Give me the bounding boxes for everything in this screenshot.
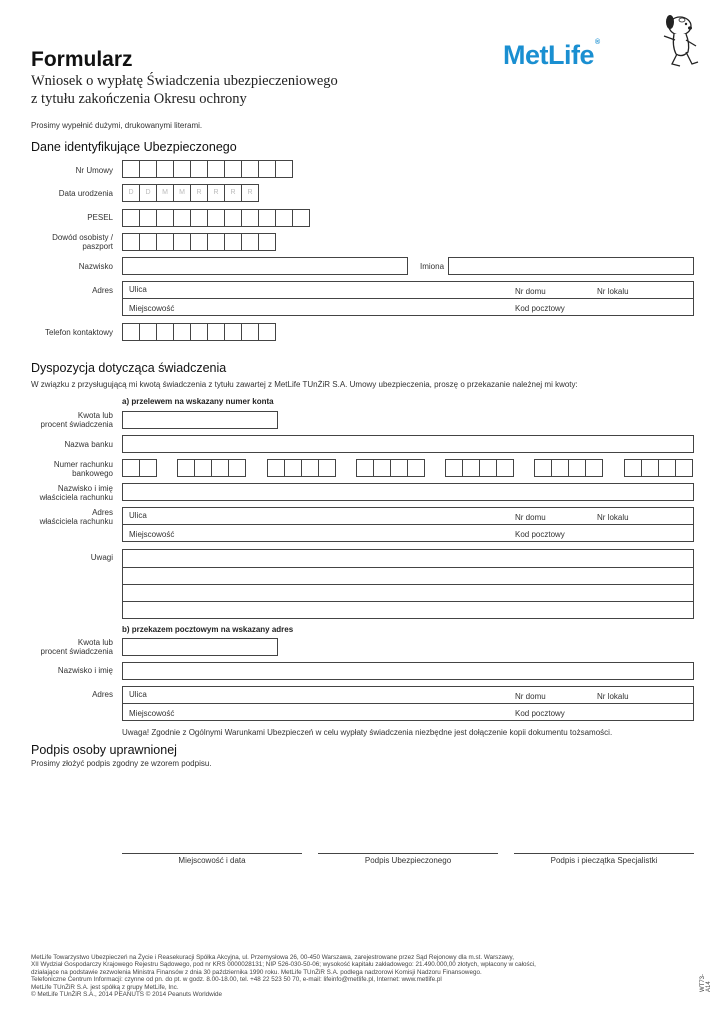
id-document-field[interactable] bbox=[122, 233, 275, 251]
amount-input[interactable] bbox=[122, 411, 278, 429]
label-ulica: Ulica bbox=[129, 511, 147, 520]
label-nazwisko-b: Nazwisko i imię bbox=[57, 666, 113, 675]
option-a-heading: a) przelewem na wskazany numer konta bbox=[122, 397, 274, 406]
birth-date-field[interactable]: D D M M R R R R bbox=[122, 184, 258, 202]
label-data-urodzenia: Data urodzenia bbox=[58, 189, 113, 198]
id-copy-note: Uwaga! Zgodnie z Ogólnymi Warunkami Ubezpieczeń w celu wypłaty świadczenia niezbędne jest dołączenie kopii dokumentu tożsamości. bbox=[122, 728, 613, 737]
label-nazwisko-wlasciciela: Nazwisko i imię właściciela rachunku bbox=[39, 484, 113, 502]
label-numer-rachunku: Numer rachunku bankowego bbox=[53, 460, 113, 478]
label-nr-domu: Nr domu bbox=[515, 692, 546, 701]
option-b-heading: b) przekazem pocztowym na wskazany adres bbox=[122, 625, 294, 634]
footer-line: Telefoniczne Centrum Informacji: czynne od pn. do pt. w godz. 8.00-18.00, tel. +48 22 523 50 70, e-mail: lifeinfo@metlife.pl, Internet: www.metlife.pl bbox=[31, 976, 442, 984]
nr-umowy-field[interactable] bbox=[122, 160, 292, 178]
label-nr-umowy: Nr Umowy bbox=[75, 166, 113, 175]
label-kod-pocztowy: Kod pocztowy bbox=[515, 304, 565, 313]
address-b-box[interactable] bbox=[122, 686, 694, 721]
snoopy-illustration-icon bbox=[656, 12, 704, 72]
subtitle-line-2: z tytułu zakończenia Okresu ochrony bbox=[31, 91, 247, 107]
account-number-group-1[interactable] bbox=[122, 459, 156, 477]
pesel-field[interactable] bbox=[122, 209, 309, 227]
subtitle-line-1: Wniosek o wypłatę Świadczenia ubezpieczeniowego bbox=[31, 73, 338, 89]
form-code: WT73-A14 bbox=[700, 974, 712, 992]
signature-instruction: Prosimy złożyć podpis zgodny ze wzorem podpisu. bbox=[31, 759, 212, 768]
label-kod-pocztowy: Kod pocztowy bbox=[515, 530, 565, 539]
label-insured-signature: Podpis Ubezpieczonego bbox=[364, 856, 452, 865]
label-adres-b: Adres bbox=[92, 690, 113, 699]
label-ulica: Ulica bbox=[129, 285, 147, 294]
label-miejscowosc: Miejscowość bbox=[129, 530, 175, 539]
owner-address-box[interactable] bbox=[122, 507, 694, 542]
label-nr-lokalu: Nr lokalu bbox=[597, 513, 629, 522]
label-adres-wlasciciela: Adres właściciela rachunku bbox=[39, 508, 113, 526]
account-number-group-2[interactable] bbox=[177, 459, 245, 477]
label-nr-domu: Nr domu bbox=[515, 513, 546, 522]
label-nr-domu: Nr domu bbox=[515, 287, 546, 296]
legal-footer bbox=[31, 954, 631, 998]
label-place-date: Miejscowość i data bbox=[178, 856, 246, 865]
remarks-box[interactable] bbox=[122, 549, 694, 619]
section-title-signature: Podpis osoby uprawnionej bbox=[31, 743, 177, 757]
label-adres: Adres bbox=[92, 286, 113, 295]
label-imiona: Imiona bbox=[420, 262, 445, 271]
account-number-group-7[interactable] bbox=[624, 459, 692, 477]
registered-mark: ® bbox=[595, 39, 600, 46]
phone-field[interactable] bbox=[122, 323, 275, 341]
label-kwota-b: Kwota lub procent świadczenia bbox=[40, 638, 113, 656]
label-kwota: Kwota lub procent świadczenia bbox=[40, 411, 113, 429]
signature-line-insured[interactable] bbox=[318, 853, 498, 854]
label-kod-pocztowy: Kod pocztowy bbox=[515, 709, 565, 718]
label-telefon: Telefon kontaktowy bbox=[44, 328, 113, 337]
account-number-group-5[interactable] bbox=[445, 459, 513, 477]
label-ulica: Ulica bbox=[129, 690, 147, 699]
footer-line: XII Wydział Gospodarczy Krajowego Rejestru Sądowego, pod nr KRS 0000028131; NIP 526-030-50-06; wysokość kapitału zakładowego: 21.490.000,00 złotych, wpłacony w całości, bbox=[31, 961, 536, 969]
account-number-group-4[interactable] bbox=[356, 459, 424, 477]
bank-name-input[interactable] bbox=[122, 435, 694, 453]
footer-line: MetLife Towarzystwo Ubezpieczeń na Życie i Reasekuracji Spółka Akcyjna, ul. Przemysłowa 26, 00-450 Warszawa, zarejestrowane przez Sąd Rejonowy dla m.st. Warszawy, bbox=[31, 954, 514, 961]
label-pesel: PESEL bbox=[87, 213, 113, 222]
surname-input[interactable] bbox=[122, 257, 408, 275]
footer-line: © MetLife TUnŻiR S.A., 2014 PEANUTS © 2014 Peanuts Worldwide bbox=[31, 991, 223, 999]
label-specialist-signature: Podpis i pieczątka Specjalistki bbox=[550, 856, 658, 865]
label-miejscowosc: Miejscowość bbox=[129, 304, 175, 313]
signature-line-place-date[interactable] bbox=[122, 853, 302, 854]
section-title-insured: Dane identyfikujące Ubezpieczonego bbox=[31, 140, 237, 154]
disposition-intro: W związku z przysługującą mi kwotą świadczenia z tytułu zawartej z MetLife TUnŻiR S.A. Umowy ubezpieczenia, proszę o przekazanie należnej mi kwoty: bbox=[31, 380, 578, 389]
label-nazwa-banku: Nazwa banku bbox=[64, 440, 113, 449]
footer-line: MetLife TUnŻiR S.A. jest spółką z grupy MetLife, Inc. bbox=[31, 983, 179, 991]
address-box[interactable] bbox=[122, 281, 694, 316]
signature-line-specialist[interactable] bbox=[514, 853, 694, 854]
form-subtitle bbox=[31, 72, 431, 108]
label-nr-lokalu: Nr lokalu bbox=[597, 287, 629, 296]
first-names-input[interactable] bbox=[448, 257, 694, 275]
footer-line: działające na podstawie zezwolenia Ministra Finansów z dnia 30 października 1990 roku. MetLife TUnŻiR S.A. podlega nadzorowi Komisji Nadzoru Finansowego. bbox=[31, 968, 482, 976]
fill-instruction: Prosimy wypełnić dużymi, drukowanymi literami. bbox=[31, 121, 203, 130]
label-miejscowosc: Miejscowość bbox=[129, 709, 175, 718]
amount-b-input[interactable] bbox=[122, 638, 278, 656]
account-number-group-3[interactable] bbox=[267, 459, 335, 477]
form-title: Formularz bbox=[31, 48, 133, 71]
label-nr-lokalu: Nr lokalu bbox=[597, 692, 629, 701]
metlife-logo bbox=[503, 40, 599, 71]
logo-text: MetLife bbox=[503, 40, 594, 70]
label-dowod: Dowód osobisty / paszport bbox=[52, 233, 113, 251]
name-b-input[interactable] bbox=[122, 662, 694, 680]
label-nazwisko: Nazwisko bbox=[78, 262, 113, 271]
label-uwagi: Uwagi bbox=[90, 553, 113, 562]
account-number-group-6[interactable] bbox=[534, 459, 602, 477]
owner-name-input[interactable] bbox=[122, 483, 694, 501]
section-title-disposition: Dyspozycja dotycząca świadczenia bbox=[31, 361, 227, 375]
